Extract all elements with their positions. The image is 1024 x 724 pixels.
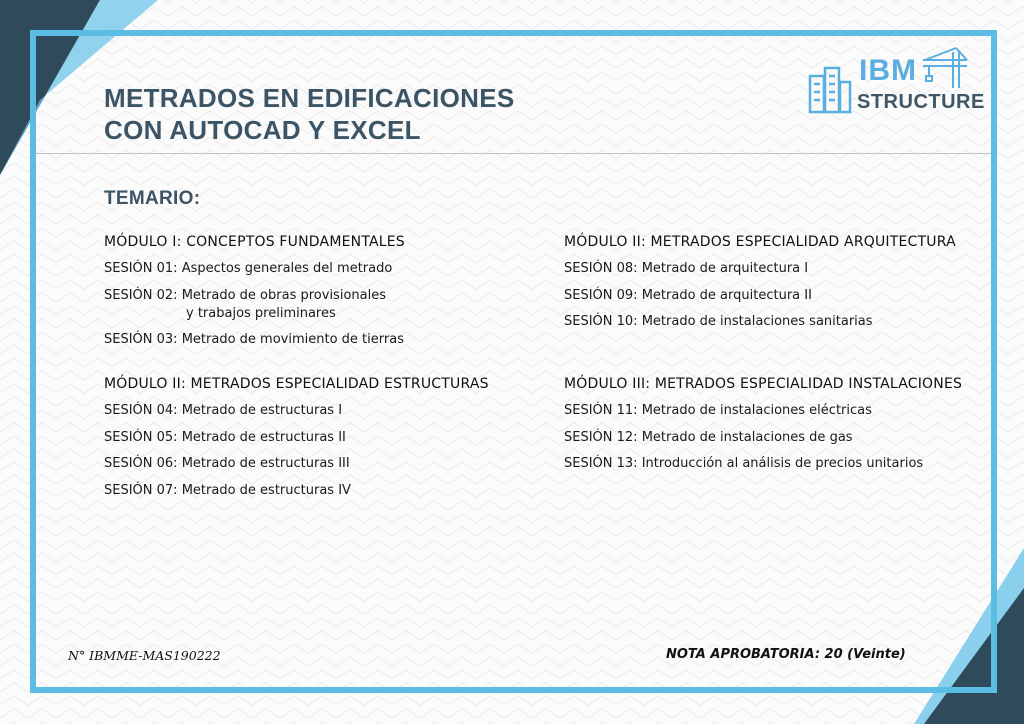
session-10 xyxy=(564,313,956,331)
session-09 xyxy=(564,287,956,305)
session-code: SESIÓN 13: xyxy=(564,456,638,471)
session-code: SESIÓN 10: xyxy=(564,314,638,329)
session-code: SESIÓN 09: xyxy=(564,287,638,303)
session-text: Metrado de estructuras III xyxy=(181,456,350,471)
logo-text-ibm: IBM xyxy=(859,54,917,87)
session-text-continued: y trabajos preliminares xyxy=(186,305,336,321)
module-title: MÓDULO III: METRADOS ESPECIALIDAD INSTALACIONES xyxy=(564,376,963,392)
session-text: Metrado de estructuras I xyxy=(181,403,343,418)
session-code: SESIÓN 02: xyxy=(104,287,178,303)
title-line-2: CON AUTOCAD Y EXCEL xyxy=(104,115,421,145)
module-title: MÓDULO I: CONCEPTOS FUNDAMENTALES xyxy=(104,234,405,250)
session-07 xyxy=(104,482,489,500)
session-code: SESIÓN 05: xyxy=(104,429,178,445)
session-text: Metrado de movimiento de tierras xyxy=(181,332,404,347)
module-4 xyxy=(564,375,962,482)
title-line-1: METRADOS EN EDIFICACIONES xyxy=(104,83,515,113)
session-text: Metrado de instalaciones eléctricas xyxy=(641,403,872,418)
session-text: Introducción al análisis de precios unitarios xyxy=(641,456,924,471)
session-text: Metrado de instalaciones de gas xyxy=(641,429,853,445)
session-code: SESIÓN 04: xyxy=(104,403,178,418)
session-text: Metrado de instalaciones sanitarias xyxy=(641,314,873,329)
session-text: Metrado de arquitectura II xyxy=(641,287,812,303)
session-code: SESIÓN 08: xyxy=(564,261,638,276)
module-3 xyxy=(564,233,956,340)
session-text: Aspectos generales del metrado xyxy=(181,261,393,276)
module-title: MÓDULO II: METRADOS ESPECIALIDAD ESTRUCTURAS xyxy=(104,376,489,392)
session-code: SESIÓN 06: xyxy=(104,456,178,471)
session-code: SESIÓN 07: xyxy=(104,482,178,498)
logo-text-structure: STRUCTURE xyxy=(857,91,985,113)
session-text: Metrado de obras provisionales xyxy=(181,287,386,303)
session-02 xyxy=(104,287,405,323)
page-title xyxy=(104,82,515,146)
session-11 xyxy=(564,402,962,420)
module-title: MÓDULO II: METRADOS ESPECIALIDAD ARQUITECTURA xyxy=(564,234,956,250)
session-code: SESIÓN 12: xyxy=(564,429,638,445)
session-12 xyxy=(564,429,962,447)
module-1 xyxy=(104,233,405,358)
session-03 xyxy=(104,331,405,349)
session-code: SESIÓN 03: xyxy=(104,332,178,347)
session-text: Metrado de estructuras II xyxy=(181,429,346,445)
session-05 xyxy=(104,429,489,447)
passing-grade-note: NOTA APROBATORIA: 20 (Veinte) xyxy=(666,647,906,662)
ibm-structure-logo xyxy=(805,46,985,116)
temario-heading: TEMARIO: xyxy=(104,188,201,209)
session-08 xyxy=(564,260,956,278)
session-01 xyxy=(104,260,405,278)
session-06 xyxy=(104,455,489,473)
certificate-number: N° IBMME-MAS190222 xyxy=(68,648,221,663)
session-04 xyxy=(104,402,489,420)
session-text: Metrado de estructuras IV xyxy=(181,482,351,498)
session-13 xyxy=(564,455,962,473)
session-code: SESIÓN 11: xyxy=(564,403,638,418)
module-2 xyxy=(104,375,489,508)
session-code: SESIÓN 01: xyxy=(104,261,178,276)
header-divider xyxy=(36,153,991,154)
session-text: Metrado de arquitectura I xyxy=(641,261,809,276)
